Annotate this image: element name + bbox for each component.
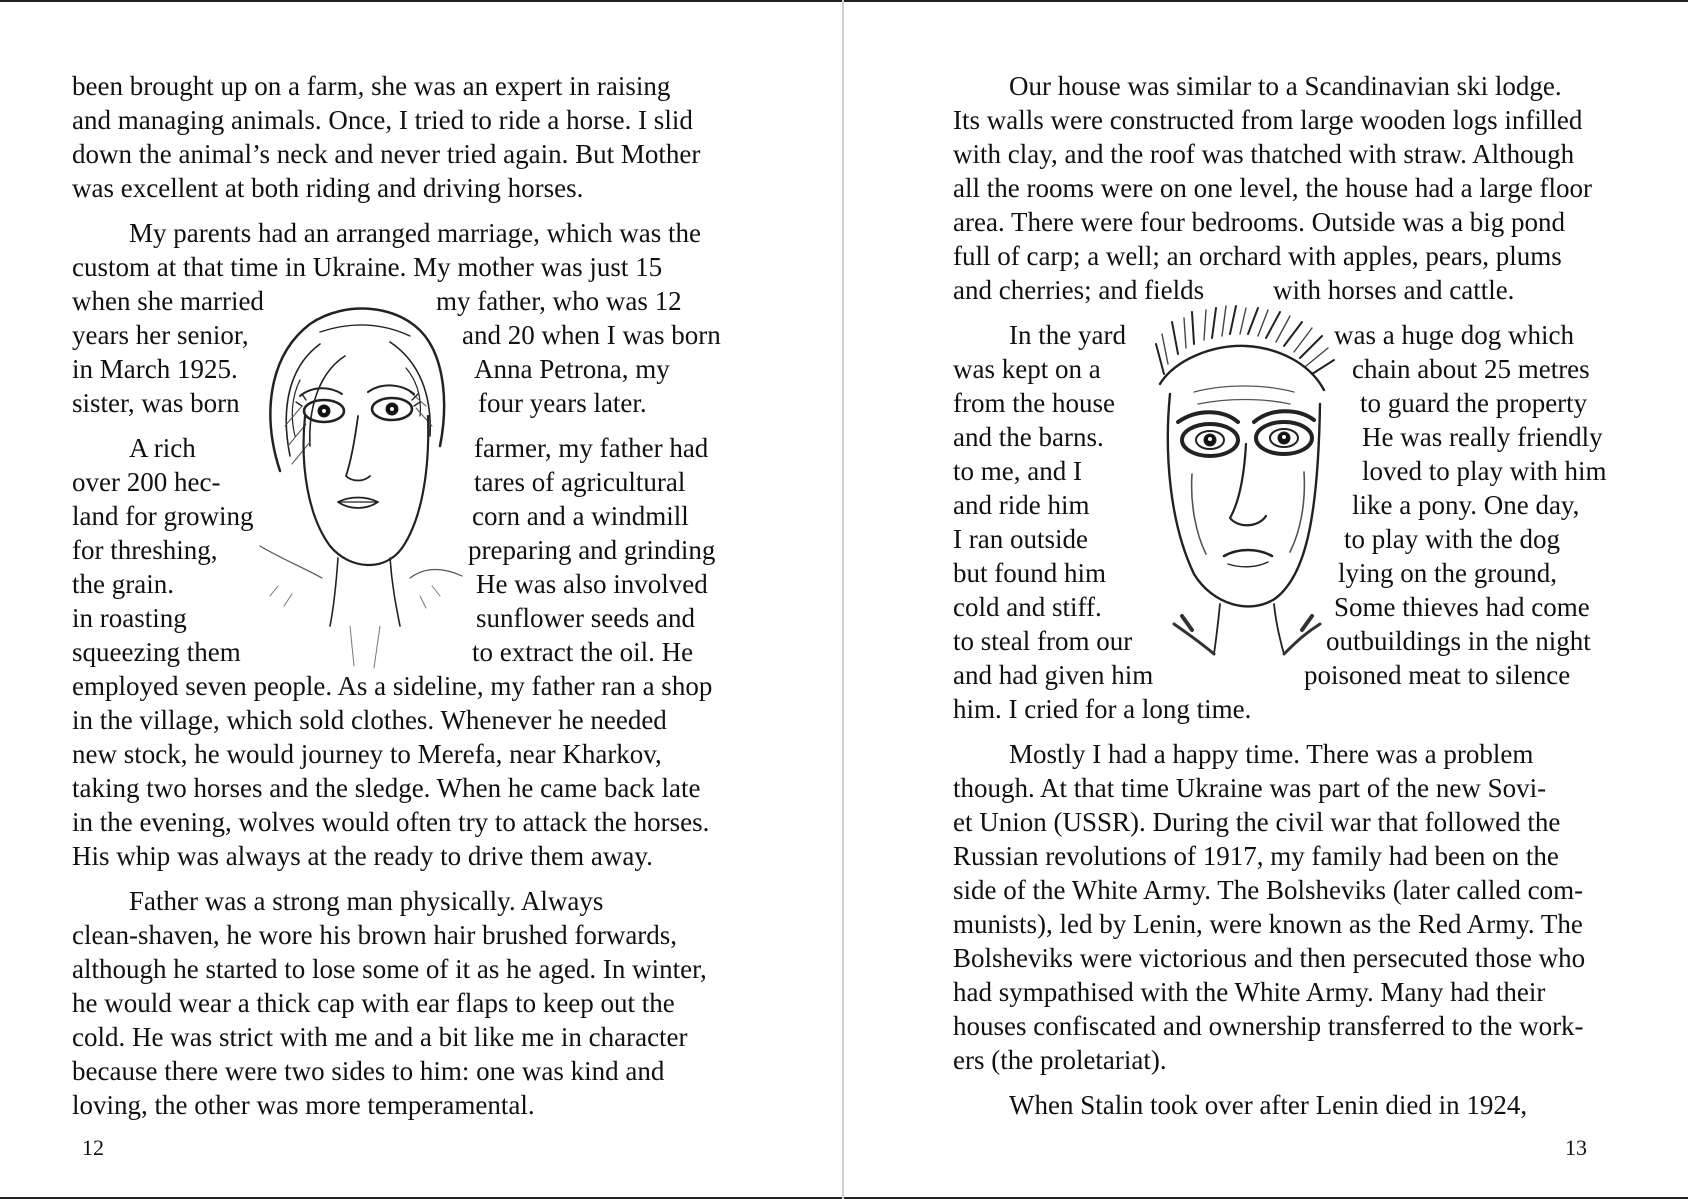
text-line: although he started to lose some of it as he aged. In winter, [72,954,707,984]
text-line: down the animal’s neck and never tried again. But Mother [72,139,701,169]
text-line: poisoned meat to silence [1304,660,1571,690]
text-line: four years later. [478,388,647,418]
text-line: Some thieves had come [1334,592,1590,622]
text-line: taking two horses and the sledge. When he came back late [72,773,701,803]
text-line: years her senior, [72,320,249,350]
text-line: to guard the property [1360,388,1588,418]
text-line: Father was a strong man physically. Always [129,886,604,916]
text-line: and the barns. [953,422,1104,452]
text-line: like a pony. One day, [1352,490,1580,520]
text-line: him. I cried for a long time. [953,694,1252,724]
right-page [844,0,1687,1199]
text-line: was kept on a [953,354,1101,384]
text-line: for threshing, [72,535,218,565]
text-line: with horses and cattle. [1273,275,1515,305]
text-line: and cherries; and fields [953,275,1205,305]
text-line: new stock, he would journey to Merefa, near Kharkov, [72,739,662,769]
text-line: lying on the ground, [1338,558,1557,588]
text-line: to extract the oil. He [472,637,694,667]
text-line: in March 1925. [72,354,238,384]
text-line: but found him [953,558,1106,588]
text-line: and managing animals. Once, I tried to ride a horse. I slid [72,105,693,135]
man-portrait-illustration [1134,304,1356,668]
text-line: been brought up on a farm, she was an expert in raising [72,71,671,101]
text-line: when she married [72,286,264,316]
text-line: corn and a windmill [472,501,689,531]
text-line: loved to play with him [1362,456,1607,486]
text-line: Our house was similar to a Scandinavian ski lodge. [1009,71,1562,101]
text-line: with clay, and the roof was thatched with straw. Although [953,139,1575,169]
text-line: from the house [953,388,1115,418]
text-line: et Union (USSR). During the civil war that followed the [953,807,1561,837]
text-line: I ran outside [953,524,1088,554]
text-line: and had given him [953,660,1154,690]
text-line: tares of agricultural [474,467,686,497]
text-line: He was also involved [476,569,708,599]
text-line: munists), led by Lenin, were known as the Red Army. The [953,909,1583,939]
text-line: side of the White Army. The Bolsheviks (later called com- [953,875,1584,905]
text-line: My parents had an arranged marriage, which was the [129,218,702,248]
text-line: to me, and I [953,456,1082,486]
text-line: preparing and grinding [468,535,716,565]
text-line: over 200 hec- [72,467,221,497]
text-line: sister, was born [72,388,240,418]
text-line: cold and stiff. [953,592,1102,622]
text-line: to steal from our [953,626,1133,656]
text-line: In the yard [1009,320,1126,350]
text-line: in the evening, wolves would often try to attack the horses. [72,807,710,837]
text-line: ers (the proletariat). [953,1045,1167,1075]
text-line: farmer, my father had [474,433,709,463]
page-number: 13 [1565,1135,1587,1160]
text-line: my father, who was 12 [436,286,682,316]
text-line: He was really friendly [1362,422,1603,452]
text-line: and ride him [953,490,1090,520]
text-line: cold. He was strict with me and a bit like me in character [72,1022,688,1052]
text-line: When Stalin took over after Lenin died in 1924, [1009,1090,1528,1120]
text-line: outbuildings in the night [1326,626,1591,656]
text-line: houses confiscated and ownership transferred to the work- [953,1011,1584,1041]
page-number: 12 [82,1135,104,1160]
left-page [0,0,843,1199]
text-line: was a huge dog which [1334,320,1574,350]
text-line: Anna Petrona, my [474,354,670,384]
text-line: A rich [129,433,196,463]
text-line: the grain. [72,569,174,599]
text-line: though. At that time Ukraine was part of the new Sovi- [953,773,1547,803]
text-line: sunflower seeds and [476,603,695,633]
text-line: in the village, which sold clothes. Whenever he needed [72,705,667,735]
text-line: clean-shaven, he wore his brown hair brushed forwards, [72,920,678,950]
text-line: in roasting [72,603,187,633]
text-line: loving, the other was more temperamental. [72,1090,535,1120]
text-line: to play with the dog [1344,524,1560,554]
text-line: land for growing [72,501,254,531]
text-line: squeezing them [72,637,241,667]
text-line: custom at that time in Ukraine. My mother was just 15 [72,252,663,282]
text-line: employed seven people. As a sideline, my father ran a shop [72,671,713,701]
text-line: he would wear a thick cap with ear flaps to keep out the [72,988,675,1018]
text-line: full of carp; a well; an orchard with apples, pears, plums [953,241,1562,271]
woman-portrait-illustration [250,296,472,671]
text-line: area. There were four bedrooms. Outside was a big pond [953,207,1566,237]
text-line: Mostly I had a happy time. There was a problem [1009,739,1534,769]
text-line: Russian revolutions of 1917, my family had been on the [953,841,1559,871]
text-line: Its walls were constructed from large wooden logs infilled [953,105,1583,135]
text-line: was excellent at both riding and driving horses. [72,173,584,203]
text-line: Bolsheviks were victorious and then persecuted those who [953,943,1586,973]
text-line: because there were two sides to him: one was kind and [72,1056,665,1086]
text-line: and 20 when I was born [462,320,721,350]
text-line: His whip was always at the ready to drive them away. [72,841,653,871]
text-line: all the rooms were on one level, the house had a large floor [953,173,1593,203]
text-line: had sympathised with the White Army. Many had their [953,977,1546,1007]
text-line: chain about 25 metres [1352,354,1590,384]
